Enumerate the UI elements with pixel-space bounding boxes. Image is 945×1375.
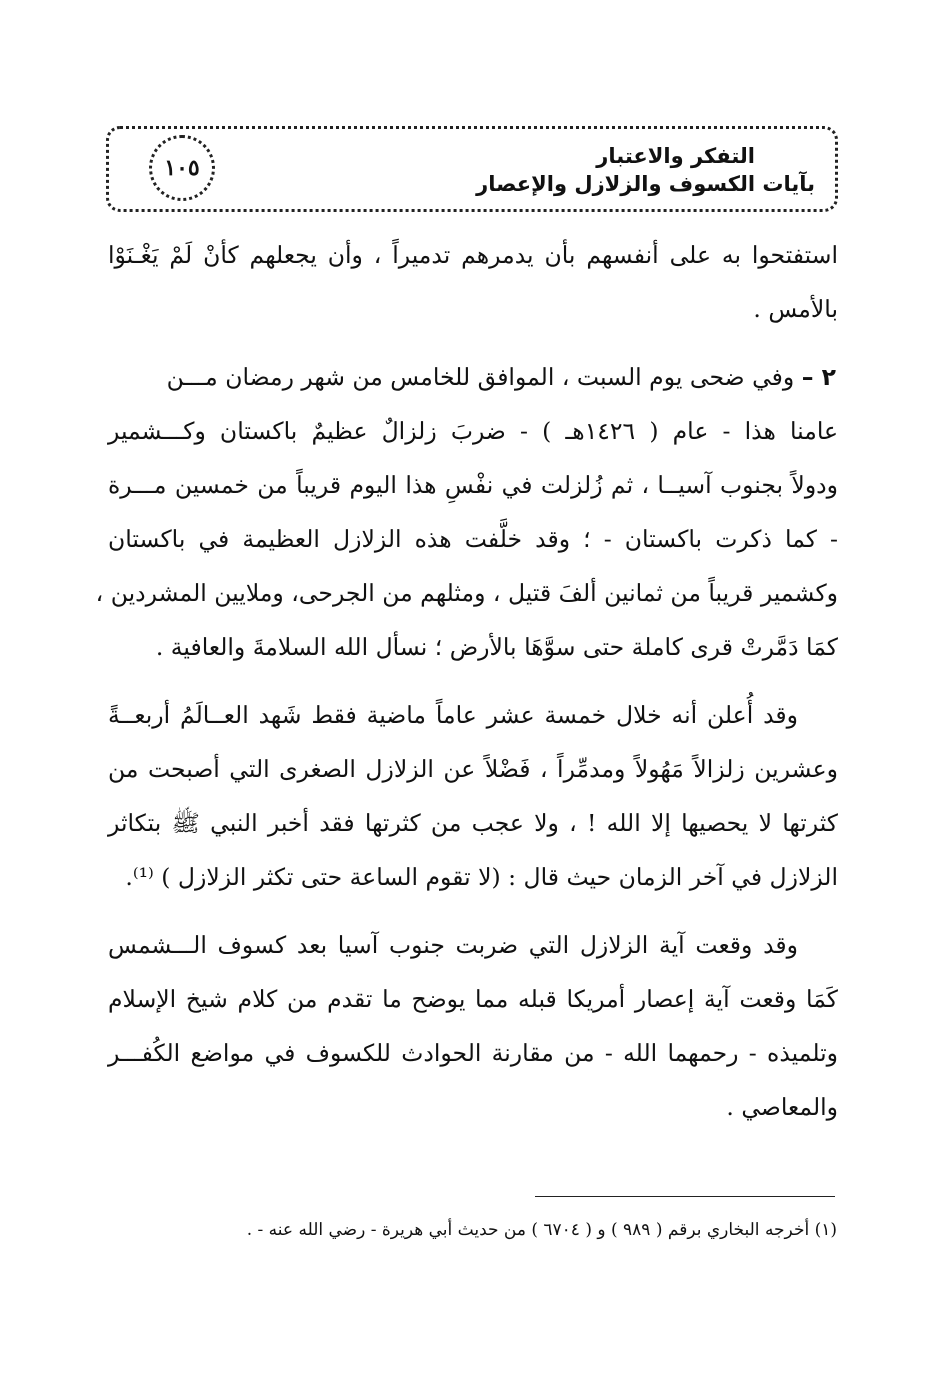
text-line: استفتحوا به على أنفسهم بأن يدمرهم تدميراً ، وأن يجعلهم كأنْ لَمْ يَغْـنَوْا bbox=[108, 241, 838, 269]
page-number: ١٠٥ bbox=[149, 135, 215, 201]
text-line: وتلميذه - رحمهما الله - من مقارنة الحوادث للكسوف في مواضع الكُفـــر bbox=[108, 1039, 838, 1067]
text-line: ودولاً بجنوب آسيــا ، ثم زُلزلت في نفْسِ هذا اليوم قريباً من خمسين مـــرة bbox=[108, 471, 838, 499]
text-line: وقد وقعت آية الزلازل التي ضربت جنوب آسيا بعد كسوف الـــشمس bbox=[108, 931, 798, 959]
paragraph bbox=[108, 688, 838, 904]
paragraph bbox=[108, 228, 838, 336]
running-header bbox=[106, 126, 838, 212]
text-line: وكشمير قريباً من ثمانين ألفَ قتيل ، ومثلهم من الجرحى، وملايين المشردين ، bbox=[95, 579, 838, 607]
text-line: - كما ذكرت باكستان - ؛ وقد خلَّفت هذه الزلازل العظيمة في باكستان bbox=[108, 525, 838, 553]
text-line: وقد أُعلن أنه خلال خمسة عشر عاماً ماضية فقط شَهد العــالَمُ أربعــةً bbox=[108, 701, 798, 729]
text-line: بالأمس . bbox=[753, 295, 838, 323]
text-line: الزلازل في آخر الزمان حيث قال : (لا تقوم الساعة حتى تكثر الزلازل ) ⁽¹⁾. bbox=[125, 863, 838, 891]
text-line: كَمَا وقعت آية إعصار أمريكا قبله مما يوضح ما تقدم من كلام شيخ الإسلام bbox=[108, 985, 838, 1013]
text-line: كثرتها لا يحصيها إلا الله ! ، ولا عجب من كثرتها فقد أخبر النبي ﷺ بتكاثر bbox=[108, 809, 838, 837]
text-line-content: وفي ضحى يوم السبت ، الموافق للخامس من شهر رمضان مـــن bbox=[166, 363, 795, 391]
text-line bbox=[108, 350, 838, 404]
paragraph bbox=[95, 350, 839, 674]
text-line: عامنا هذا - عام ( ١٤٢٦هـ ) - ضربَ زلزالٌ عظيمٌ باكستان وكـــشمير bbox=[108, 417, 839, 445]
text-line: والمعاصي . bbox=[726, 1093, 838, 1121]
footnote: (١) أخرجه البخاري برقم ( ٩٨٩ ) و ( ٦٧٠٤ ) من حديث أبي هريرة - رضي الله عنه - . bbox=[246, 1220, 837, 1240]
body-text bbox=[95, 228, 839, 1134]
footnote-separator bbox=[535, 1196, 835, 1197]
text-line: وعشرين زلزالاً مَهُولاً ومدمِّراً ، فَضْلاً عن الزلازل الصغرى التي أصبحت من bbox=[108, 755, 838, 783]
paragraph bbox=[108, 918, 838, 1134]
header-title: التفكر والاعتبار bbox=[596, 144, 755, 168]
header-subtitle: بآيات الكسوف والزلازل والإعصار bbox=[476, 172, 815, 196]
text-line: كمَا دَمَّرتْ قرى كاملة حتى سوَّهَا بالأرض ؛ نسأل الله السلامةَ والعافية . bbox=[155, 633, 838, 661]
list-marker: ٢ – bbox=[801, 363, 836, 391]
header-titles bbox=[476, 143, 815, 199]
